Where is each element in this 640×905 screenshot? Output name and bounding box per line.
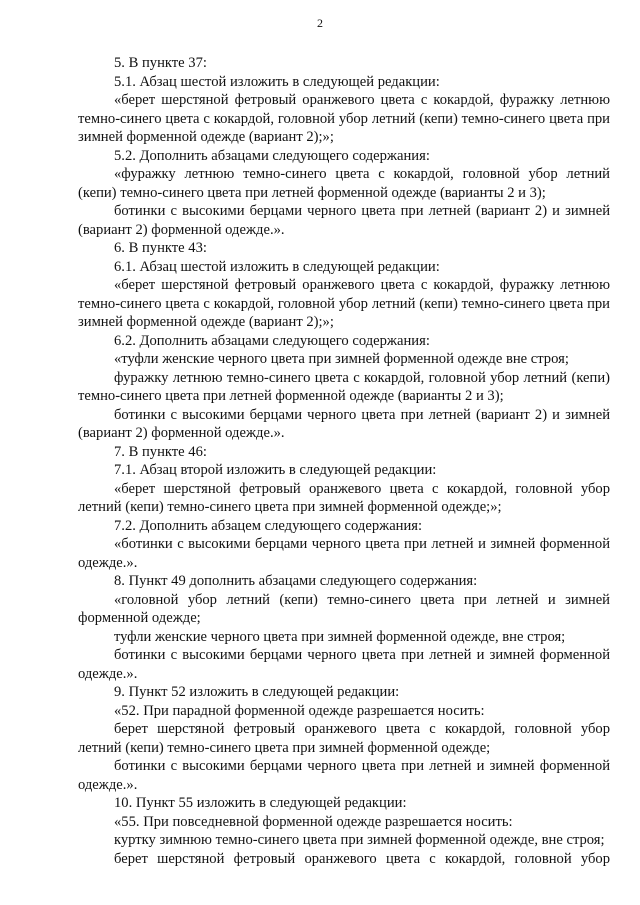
- paragraph: «берет шерстяной фетровый оранжевого цвета с кокардой, головной убор летний (кепи) темно-синего цвета при зимней форменной одежде;»;: [78, 480, 610, 515]
- paragraph: 7.2. Дополнить абзацем следующего содержания:: [114, 517, 423, 534]
- paragraph: ботинки с высокими берцами черного цвета при летней (вариант 2) и зимней (вариант 2) форменной одежде.».: [78, 406, 610, 441]
- paragraph: 10. Пункт 55 изложить в следующей редакции:: [114, 795, 407, 811]
- paragraph: 9. Пункт 52 изложить в следующей редакции:: [114, 684, 400, 700]
- page-number: 2: [317, 16, 323, 30]
- paragraph: «головной убор летний (кепи) темно-синего цвета при летней и зимней форменной одежде;: [78, 591, 610, 626]
- paragraph: 5.2. Дополнить абзацами следующего содержания:: [114, 147, 430, 164]
- paragraph: «55. При повседневной форменной одежде разрешается носить:: [114, 813, 513, 830]
- paragraph: 7. В пункте 46:: [114, 443, 207, 460]
- paragraph: «фуражку летнюю темно-синего цвета с кокардой, головной убор летний (кепи) темно-синего цвета при летней форменной одежде (варианты 2 и 3);: [78, 166, 610, 201]
- paragraph: 7.1. Абзац второй изложить в следующей редакции:: [114, 462, 437, 478]
- paragraph: «берет шерстяной фетровый оранжевого цвета с кокардой, фуражку летнюю темно-синего цвета с кокардой, головной убор летний (кепи) темно-синего цвета при зимней форменной одежде (вариант 2);»;: [78, 92, 610, 145]
- paragraph: 6.1. Абзац шестой изложить в следующей редакции:: [114, 258, 440, 275]
- paragraph: берет шерстяной фетровый оранжевого цвета с кокардой, головной убор: [114, 850, 610, 867]
- paragraph: ботинки с высокими берцами черного цвета при летней и зимней форменной одежде.».: [78, 758, 610, 793]
- paragraph: 5. В пункте 37:: [114, 55, 207, 71]
- paragraph: 8. Пункт 49 дополнить абзацами следующего содержания:: [114, 573, 478, 589]
- paragraph: «ботинки с высокими берцами черного цвета при летней и зимней форменной одежде.».: [78, 536, 610, 571]
- paragraph: ботинки с высокими берцами черного цвета при летней (вариант 2) и зимней (вариант 2) форменной одежде.».: [78, 203, 610, 238]
- paragraph: фуражку летнюю темно-синего цвета с кокардой, головной убор летний (кепи) темно-синего цвета при летней форменной одежде (варианты 2 и 3);: [78, 369, 610, 404]
- paragraph: ботинки с высокими берцами черного цвета при летней и зимней форменной одежде.».: [78, 647, 610, 682]
- document-body: [78, 54, 610, 868]
- paragraph: «52. При парадной форменной одежде разрешается носить:: [114, 702, 485, 719]
- paragraph: «берет шерстяной фетровый оранжевого цвета с кокардой, фуражку летнюю темно-синего цвета с кокардой, головной убор летний (кепи) темно-синего цвета при зимней форменной одежде (вариант 2);»;: [78, 277, 610, 330]
- paragraph: берет шерстяной фетровый оранжевого цвета с кокардой, головной убор летний (кепи) темно-синего цвета при зимней форменной одежде;: [78, 721, 610, 756]
- paragraph: «туфли женские черного цвета при зимней форменной одежде вне строя;: [114, 351, 569, 367]
- paragraph: 6.2. Дополнить абзацами следующего содержания:: [114, 332, 430, 349]
- paragraph: туфли женские черного цвета при зимней форменной одежде, вне строя;: [114, 628, 566, 645]
- paragraph: 6. В пункте 43:: [114, 240, 207, 256]
- paragraph: 5.1. Абзац шестой изложить в следующей редакции:: [114, 73, 440, 90]
- paragraph: куртку зимнюю темно-синего цвета при зимней форменной одежде, вне строя;: [114, 832, 605, 848]
